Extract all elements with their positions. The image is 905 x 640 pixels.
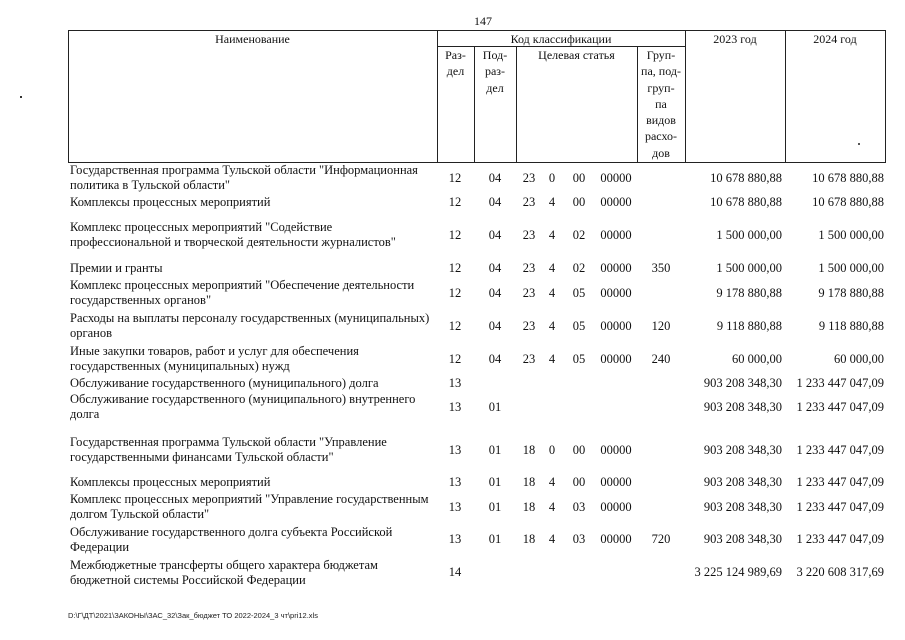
row-name: Государственная программа Тульской области "Управление государственными финансами Тульской области" xyxy=(70,435,387,464)
row-target-sub: 03 xyxy=(572,499,586,514)
table-row xyxy=(0,259,905,277)
row-expense-group xyxy=(640,193,682,211)
row-section: 13 xyxy=(448,532,462,546)
row-amount-2023: 10 678 880,88 xyxy=(710,194,782,209)
row-section: 14 xyxy=(448,565,462,579)
row-subsection: 01 xyxy=(488,442,502,457)
row-target-direction xyxy=(596,556,636,589)
table-row xyxy=(0,277,905,309)
row-target-type: 4 xyxy=(548,260,556,275)
page-number: 147 xyxy=(474,14,492,28)
row-amount-2023: 903 208 348,30 xyxy=(703,474,782,489)
row-subsection: 04 xyxy=(488,170,502,185)
row-target-sub: 02 xyxy=(572,227,586,242)
row-amount-2023: 9 178 880,88 xyxy=(716,285,782,300)
row-subsection: 04 xyxy=(488,194,502,209)
row-target-type xyxy=(543,391,561,423)
row-amount-2023: 3 225 124 989,69 xyxy=(694,565,782,579)
row-target-program: 23 xyxy=(522,285,536,300)
row-section: 13 xyxy=(448,375,462,390)
row-target-direction: 00000 xyxy=(600,227,632,242)
row-amount-2024: 1 233 447 047,09 xyxy=(796,474,884,489)
row-target-sub xyxy=(565,375,593,391)
row-target-program xyxy=(518,391,540,423)
row-name: Расходы на выплаты персоналу государственных (муниципальных) органов xyxy=(70,311,430,340)
row-expense-group xyxy=(640,491,682,523)
row-subsection: 01 xyxy=(488,474,502,489)
row-section: 12 xyxy=(448,285,462,300)
row-name: Комплексы процессных мероприятий xyxy=(70,194,271,209)
row-name: Комплексы процессных мероприятий xyxy=(70,474,271,489)
row-expense-group xyxy=(640,556,682,589)
header-name: Наименование xyxy=(215,32,290,46)
row-amount-2024: 1 500 000,00 xyxy=(818,260,884,275)
row-subsection: 04 xyxy=(488,285,502,300)
row-name: Межбюджетные трансферты общего характера бюджетам бюджетной системы Российской Федерации xyxy=(70,557,378,587)
row-subsection: 01 xyxy=(488,532,502,546)
table-row xyxy=(0,163,905,193)
row-name: Обслуживание государственного (муниципального) внутреннего долга xyxy=(70,392,416,421)
row-target-type: 4 xyxy=(548,194,556,209)
row-subsection xyxy=(476,556,514,589)
row-target-program: 18 xyxy=(522,442,536,457)
row-target-direction: 00000 xyxy=(600,474,632,489)
row-subsection xyxy=(476,375,514,391)
row-amount-2024: 9 118 880,88 xyxy=(818,318,884,333)
row-expense-group xyxy=(640,163,682,193)
row-amount-2023: 903 208 348,30 xyxy=(703,442,782,457)
row-expense-group: 720 xyxy=(651,532,671,546)
row-target-sub: 05 xyxy=(572,318,586,333)
row-amount-2023: 903 208 348,30 xyxy=(703,499,782,514)
row-amount-2024: 1 233 447 047,09 xyxy=(796,499,884,514)
row-subsection: 01 xyxy=(488,399,502,414)
row-subsection: 04 xyxy=(488,351,502,366)
row-target-direction: 00000 xyxy=(600,532,632,546)
row-target-program xyxy=(518,556,540,589)
row-section: 13 xyxy=(448,442,462,457)
row-target-program: 23 xyxy=(522,227,536,242)
row-target-sub: 05 xyxy=(572,285,586,300)
row-target-program: 23 xyxy=(522,260,536,275)
row-section: 12 xyxy=(448,170,462,185)
row-section: 12 xyxy=(448,227,462,242)
row-target-sub: 05 xyxy=(572,351,586,366)
row-name: Комплекс процессных мероприятий "Обеспечение деятельности государственных органов" xyxy=(70,278,415,307)
header-target-article: Целевая статья xyxy=(538,48,615,62)
table-row xyxy=(0,309,905,343)
row-target-direction xyxy=(596,375,636,391)
row-target-sub: 02 xyxy=(572,260,586,275)
header-year-2023: 2023 год xyxy=(713,32,757,46)
row-amount-2024: 1 233 447 047,09 xyxy=(796,375,884,390)
row-amount-2023: 903 208 348,30 xyxy=(703,375,782,390)
table-row xyxy=(0,391,905,423)
row-target-type: 0 xyxy=(548,442,556,457)
row-amount-2024: 10 678 880,88 xyxy=(812,170,884,185)
row-subsection: 01 xyxy=(488,499,502,514)
row-section: 12 xyxy=(448,351,462,366)
row-expense-group xyxy=(640,216,682,254)
row-amount-2024: 3 220 608 317,69 xyxy=(796,565,884,579)
row-target-sub: 00 xyxy=(572,442,586,457)
row-target-program: 23 xyxy=(522,318,536,333)
row-target-program: 23 xyxy=(522,351,536,366)
row-amount-2024: 60 000,00 xyxy=(834,351,884,366)
row-target-direction: 00000 xyxy=(600,442,632,457)
header-subsection: Под- раз- дел xyxy=(482,48,508,95)
row-section: 13 xyxy=(448,499,462,514)
row-amount-2023: 1 500 000,00 xyxy=(716,227,782,242)
row-target-type: 4 xyxy=(548,532,556,546)
row-name: Обслуживание государственного (муниципального) долга xyxy=(70,375,379,390)
table-row xyxy=(0,523,905,556)
row-subsection: 04 xyxy=(488,318,502,333)
row-amount-2024: 1 233 447 047,09 xyxy=(796,442,884,457)
row-target-direction: 00000 xyxy=(600,170,632,185)
row-target-program xyxy=(518,375,540,391)
table-row xyxy=(0,431,905,469)
row-amount-2024: 1 233 447 047,09 xyxy=(796,399,884,414)
header-section: Раз- дел xyxy=(445,48,466,79)
row-target-type: 4 xyxy=(548,351,556,366)
header-year-2024: 2024 год xyxy=(813,32,857,46)
header-code-classification: Код классификации xyxy=(510,32,612,46)
row-target-program: 18 xyxy=(522,499,536,514)
row-section: 12 xyxy=(448,318,462,333)
scan-speck xyxy=(20,96,22,98)
row-target-direction: 00000 xyxy=(600,318,632,333)
row-expense-group: 350 xyxy=(651,260,671,275)
row-amount-2024: 10 678 880,88 xyxy=(812,194,884,209)
table-row xyxy=(0,556,905,589)
row-section: 12 xyxy=(448,260,462,275)
row-target-program: 23 xyxy=(522,194,536,209)
row-target-sub: 03 xyxy=(572,532,586,546)
table-row xyxy=(0,491,905,523)
row-name: Премии и гранты xyxy=(70,260,163,275)
row-target-direction: 00000 xyxy=(600,260,632,275)
table-row xyxy=(0,375,905,391)
row-section: 13 xyxy=(448,399,462,414)
row-target-sub: 00 xyxy=(572,194,586,209)
row-target-program: 18 xyxy=(522,532,536,546)
row-subsection: 04 xyxy=(488,260,502,275)
row-target-sub xyxy=(565,391,593,423)
row-target-direction: 00000 xyxy=(600,351,632,366)
row-expense-group xyxy=(640,277,682,309)
row-target-type xyxy=(543,375,561,391)
file-path-footer: D:\Г\ДТ\2021\ЗАКОНЫ\ЗАС_32\Зак_бюджет ТО 2022-2024_3 чт\pri12.xls xyxy=(68,611,318,620)
row-target-type: 4 xyxy=(548,227,556,242)
row-target-type: 4 xyxy=(548,285,556,300)
row-section: 13 xyxy=(448,474,462,489)
table-row xyxy=(0,193,905,211)
row-target-sub: 00 xyxy=(572,170,586,185)
row-target-type: 4 xyxy=(548,474,556,489)
row-amount-2023: 9 118 880,88 xyxy=(716,318,782,333)
row-name: Комплекс процессных мероприятий "Содействие профессиональной и творческой деятельности журналистов" xyxy=(70,220,396,249)
header-expense-group: Груп- па, под- груп- па видов расхо- дов xyxy=(641,48,681,160)
table-row xyxy=(0,473,905,491)
row-target-direction xyxy=(596,391,636,423)
row-subsection: 04 xyxy=(488,227,502,242)
row-amount-2023: 903 208 348,30 xyxy=(703,399,782,414)
row-amount-2024: 1 500 000,00 xyxy=(818,227,884,242)
row-amount-2024: 9 178 880,88 xyxy=(818,285,884,300)
row-target-sub xyxy=(565,556,593,589)
row-target-direction: 00000 xyxy=(600,499,632,514)
row-target-program: 18 xyxy=(522,474,536,489)
scan-speck xyxy=(858,143,860,145)
row-target-direction: 00000 xyxy=(600,285,632,300)
row-target-sub: 00 xyxy=(572,474,586,489)
row-amount-2023: 903 208 348,30 xyxy=(703,532,782,546)
row-expense-group xyxy=(640,391,682,423)
row-expense-group xyxy=(640,473,682,491)
row-target-type: 4 xyxy=(548,499,556,514)
row-target-type: 4 xyxy=(548,318,556,333)
row-name: Комплекс процессных мероприятий "Управление государственным долгом Тульской области" xyxy=(70,492,429,521)
row-section: 12 xyxy=(448,194,462,209)
row-target-direction: 00000 xyxy=(600,194,632,209)
row-amount-2023: 60 000,00 xyxy=(732,351,782,366)
row-amount-2023: 1 500 000,00 xyxy=(716,260,782,275)
row-amount-2024: 1 233 447 047,09 xyxy=(796,532,884,546)
row-target-type xyxy=(543,556,561,589)
row-expense-group: 240 xyxy=(651,351,671,366)
row-name: Обслуживание государственного долга субъекта Российской Федерации xyxy=(70,524,393,554)
table-row xyxy=(0,216,905,254)
row-target-program: 23 xyxy=(522,170,536,185)
row-name: Иные закупки товаров, работ и услуг для обеспечения государственных (муниципальных) нужд xyxy=(70,344,359,373)
table-row xyxy=(0,343,905,375)
row-expense-group xyxy=(640,431,682,469)
row-target-type: 0 xyxy=(548,170,556,185)
row-amount-2023: 10 678 880,88 xyxy=(710,170,782,185)
row-expense-group xyxy=(640,375,682,391)
row-name: Государственная программа Тульской области "Информационная политика в Тульской области" xyxy=(70,163,418,192)
row-expense-group: 120 xyxy=(651,318,671,333)
